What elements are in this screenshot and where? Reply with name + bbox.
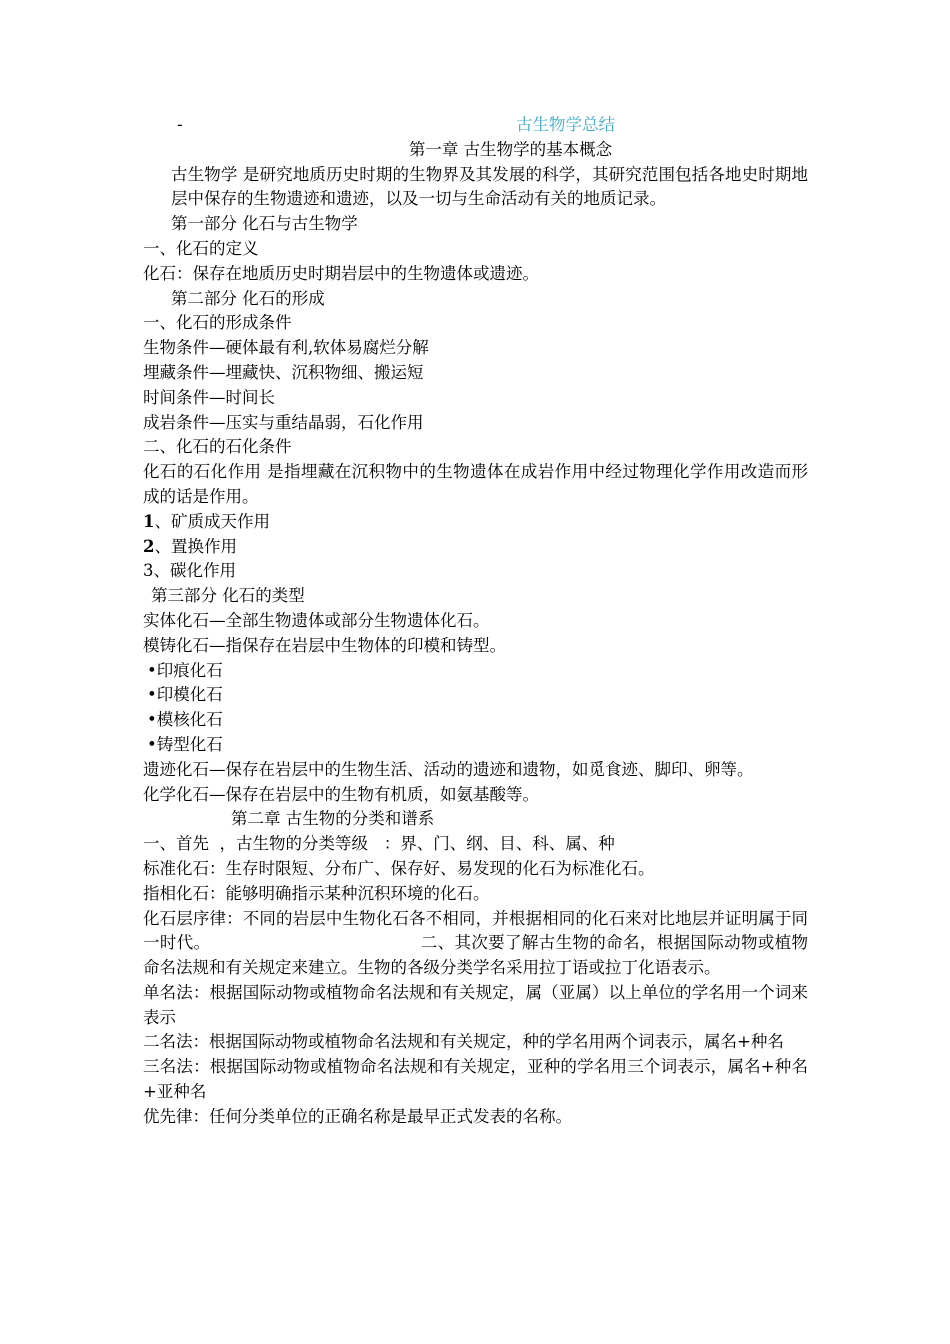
petrification-item — [143, 510, 808, 535]
bullet-item: •模核化石 — [147, 710, 223, 730]
trinomial-definition: 三名法：根据国际动物或植物命名法规和有关规定，亚种的学名用三个词表示，属名+种名+亚种名 — [143, 1057, 808, 1102]
item-number: 1 — [143, 511, 155, 531]
document-title: 古生物学总结 — [516, 115, 615, 134]
item-text: 、碳化作用 — [153, 561, 236, 581]
document-page — [143, 113, 808, 1130]
definition-text: 化石：保存在地质历史时期岩层中的生物遗体或遗迹。 — [143, 263, 539, 283]
chapter-1-heading: 第一章 古生物学的基本概念 — [408, 139, 613, 159]
definition-heading: 一、化石的定义 — [143, 238, 259, 258]
part-3-heading: 第三部分 化石的类型 — [151, 586, 305, 606]
uninomial-definition: 单名法：根据国际动物或植物命名法规和有关规定，属（亚属）以上单位的学名用一个词来表示 — [143, 982, 808, 1027]
part-1-heading: 第一部分 化石与古生物学 — [171, 214, 358, 234]
naming-text: 二、其次要了解古生物的命名，根据国际动物或植物命名法规和有关规定来建立。生物的各级分类学名采用拉丁语或拉丁化语表示。 — [143, 933, 809, 978]
header-dash: - — [177, 115, 183, 134]
chapter-2-heading: 第二章 古生物的分类和谱系 — [231, 809, 435, 829]
type-mold-fossil: 模铸化石—指保存在岩层中生物体的印模和铸型。 — [143, 635, 506, 655]
condition-burial: 埋藏条件—埋藏快、沉积物细、搬运短 — [143, 362, 424, 382]
part-2-heading: 第二部分 化石的形成 — [171, 288, 325, 308]
formation-conditions-heading: 一、化石的形成条件 — [143, 313, 292, 333]
petrification-text: 化石的石化作用 是指埋藏在沉积物中的生物遗体在成岩作用中经过物理化学作用改造而形成的话是作用。 — [143, 462, 808, 506]
item-number: 2 — [143, 536, 155, 556]
succession-text: 化石层序律：不同的岩层中生物化石各不相同，并根据相同的化石来对比地层并证明属于同一时代。 — [143, 908, 808, 953]
type-chemical-fossil: 化学化石—保存在岩层中的生物有机质，如氨基酸等。 — [143, 784, 539, 804]
bullet-item: •铸型化石 — [147, 734, 223, 754]
bullet-item: •印痕化石 — [147, 660, 223, 680]
petrification-heading: 二、化石的石化条件 — [143, 437, 292, 457]
petrification-item — [143, 535, 808, 560]
priority-rule: 优先律：任何分类单位的正确名称是最早正式发表的名称。 — [143, 1106, 572, 1126]
intro-paragraph: 古生物学 是研究地质历史时期的生物界及其发展的科学，其研究范围包括各地史时期地层中保存的生物遗迹和遗迹，以及一切与生命活动有关的地质记录。 — [171, 164, 808, 209]
facies-fossil-definition: 指相化石：能够明确指示某种沉积环境的化石。 — [143, 883, 490, 903]
condition-diagenesis: 成岩条件—压实与重结晶弱，石化作用 — [143, 412, 424, 432]
binomial-definition: 二名法：根据国际动物或植物命名法规和有关规定，种的学名用两个词表示，属名+种名 — [143, 1032, 784, 1052]
fossil-succession-paragraph — [143, 907, 808, 981]
condition-time: 时间条件—时间长 — [143, 387, 275, 407]
classification-line: 一、首先 ，古生物的分类等级 ：界、门、纲、目、科、属、种 — [143, 834, 615, 854]
index-fossil-definition: 标准化石：生存时限短、分布广、保存好、易发现的化石为标准化石。 — [143, 858, 655, 878]
bullet-item: •印模化石 — [147, 685, 223, 705]
item-number: 3 — [143, 561, 154, 581]
type-trace-fossil: 遗迹化石—保存在岩层中的生物生活、活动的遗迹和遗物，如觅食迹、脚印、卵等。 — [143, 759, 754, 779]
type-body-fossil: 实体化石—全部生物遗体或部分生物遗体化石。 — [143, 610, 490, 630]
condition-biological: 生物条件—硬体最有利,软体易腐烂分解 — [143, 338, 429, 358]
item-text: 、置换作用 — [154, 536, 237, 556]
petrification-item — [143, 559, 808, 584]
item-text: 、矿质成天作用 — [154, 511, 270, 531]
